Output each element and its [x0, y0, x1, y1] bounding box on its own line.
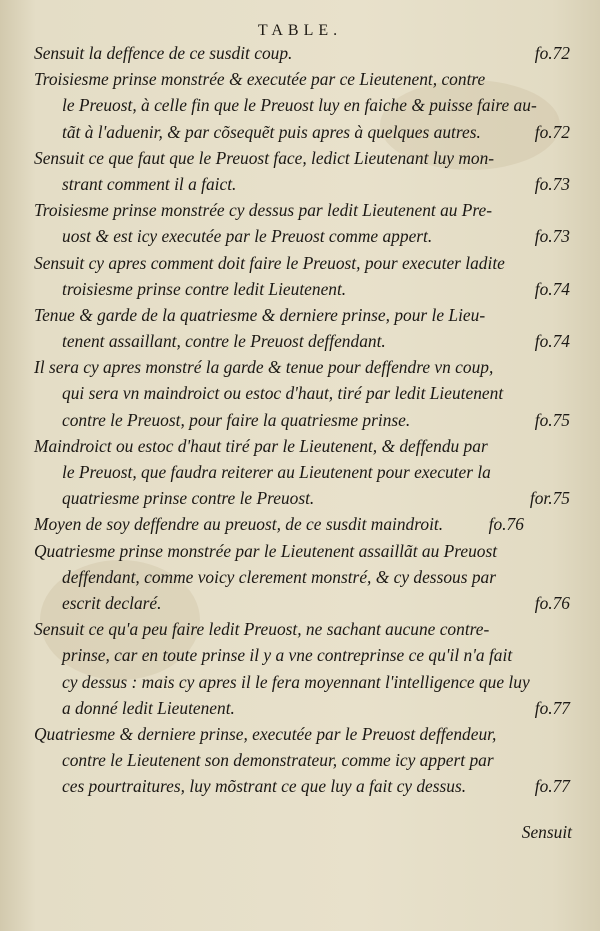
entry-text: Troisiesme prinse monstrée cy dessus par ledit Lieutenent au Pre-: [34, 200, 493, 221]
entry-text: contre le Lieutenent son demonstrateur, comme icy appert par: [62, 750, 494, 771]
entry-text: qui sera vn maindroict ou estoc d'haut, tiré par ledit Lieutenent: [62, 383, 504, 404]
entry-text: Maindroict ou estoc d'haut tiré par le Lieutenent, & deffendu par: [34, 435, 488, 456]
entry-line: [34, 380, 576, 406]
folio-reference: for.75: [529, 488, 570, 509]
entry-text: a donné ledit Lieutenent.: [62, 697, 235, 718]
entry-text: tãt à l'aduenir, & par cõsequẽt puis apres à quelques autres.: [62, 121, 481, 142]
entry-line: [34, 250, 576, 276]
entry-line: [34, 276, 576, 302]
entry-line: [34, 302, 576, 328]
entry-text: prinse, car en toute prinse il y a vne contreprinse ce qu'il n'a fait: [62, 645, 513, 666]
entry-line: [34, 669, 576, 695]
entry-line: [34, 642, 576, 668]
entry-text: ces pourtraitures, luy mõstrant ce que luy a fait cy dessus.: [62, 776, 467, 797]
toc-entry: [34, 66, 576, 145]
entry-text: Sensuit ce que faut que le Preuost face, ledict Lieutenant luy mon-: [34, 147, 495, 168]
entry-text: strant comment il a faict.: [62, 173, 237, 194]
folio-reference: fo.75: [534, 409, 570, 430]
entry-text: quatriesme prinse contre le Preuost.: [62, 488, 315, 509]
entry-line: [34, 747, 576, 773]
folio-reference: fo.76: [534, 592, 570, 613]
entry-text: Moyen de soy deffendre au preuost, de ce susdit maindroit.: [34, 514, 444, 535]
toc-entry: [34, 302, 576, 354]
toc-entry: [34, 721, 576, 800]
folio-reference: fo.72: [534, 43, 570, 63]
entry-line: [34, 616, 576, 642]
entry-text: Quatriesme & derniere prinse, executée par le Preuost deffendeur,: [34, 723, 497, 744]
entry-line: [34, 433, 576, 459]
entry-line: [34, 564, 576, 590]
entry-line: [34, 695, 576, 721]
folio-reference: fo.77: [534, 697, 570, 718]
entry-line: [34, 773, 576, 799]
entry-text: contre le Preuost, pour faire la quatriesme prinse.: [62, 409, 411, 430]
entry-line: [34, 459, 576, 485]
entry-line: [34, 721, 576, 747]
entry-text: Sensuit la deffence de ce susdit coup.: [34, 43, 293, 63]
entry-line: [34, 92, 576, 118]
entry-text: Sensuit cy apres comment doit faire le Preuost, pour executer ladite: [34, 252, 505, 273]
folio-reference: fo.73: [534, 226, 570, 247]
table-of-contents: [34, 40, 576, 799]
entry-text: troisiesme prinse contre ledit Lieutenent.: [62, 278, 347, 299]
page-header: TABLE.: [257, 22, 343, 39]
entry-line: [34, 197, 576, 223]
toc-entry: [34, 250, 576, 302]
toc-entry: [34, 354, 576, 433]
entry-text: Sensuit ce qu'a peu faire ledit Preuost, ne sachant aucune contre-: [34, 619, 490, 640]
entry-line: [34, 66, 576, 92]
entry-line: [34, 40, 576, 66]
folio-reference: fo.77: [534, 776, 570, 797]
toc-entry: [34, 40, 576, 66]
toc-entry: [34, 511, 576, 537]
folio-reference: fo.73: [534, 173, 570, 194]
entry-text: Troisiesme prinse monstrée & executée par ce Lieutenent, contre: [34, 69, 486, 90]
entry-line: [34, 407, 576, 433]
entry-text: le Preuost, à celle fin que le Preuost luy en faiche & puisse faire au-: [62, 95, 537, 116]
catchword: Sensuit: [521, 822, 572, 842]
entry-line: [34, 145, 576, 171]
toc-entry: [34, 538, 576, 617]
entry-text: Tenue & garde de la quatriesme & derniere prinse, pour le Lieu-: [34, 304, 486, 325]
toc-entry: [34, 145, 576, 197]
entry-text: le Preuost, que faudra reiterer au Lieutenent pour executer la: [62, 462, 491, 482]
entry-text: Quatriesme prinse monstrée par le Lieutenent assaillãt au Preuost: [34, 540, 498, 561]
entry-text: deffendant, comme voicy clerement monstré, & cy dessous par: [62, 566, 497, 587]
toc-entry: [34, 616, 576, 721]
entry-line: [34, 590, 576, 616]
entry-line: [34, 485, 576, 511]
folio-reference: fo.76: [488, 514, 524, 535]
entry-text: Il sera cy apres monstré la garde & tenue pour deffendre vn coup,: [34, 357, 494, 378]
entry-text: escrit declaré.: [62, 592, 162, 613]
folio-reference: fo.74: [534, 331, 570, 352]
entry-line: [34, 511, 576, 537]
entry-line: [34, 171, 576, 197]
toc-entry: [34, 433, 576, 512]
entry-text: uost & est icy executée par le Preuost comme appert.: [62, 226, 433, 247]
entry-line: [34, 538, 576, 564]
entry-line: [34, 328, 576, 354]
folio-reference: fo.74: [534, 278, 570, 299]
entry-line: [34, 354, 576, 380]
folio-reference: fo.72: [534, 121, 570, 142]
entry-line: [34, 223, 576, 249]
entry-text: tenent assaillant, contre le Preuost deffendant.: [62, 331, 386, 352]
entry-line: [34, 119, 576, 145]
entry-text: cy dessus : mais cy apres il le fera moyennant l'intelligence que luy: [62, 671, 530, 692]
toc-entry: [34, 197, 576, 249]
